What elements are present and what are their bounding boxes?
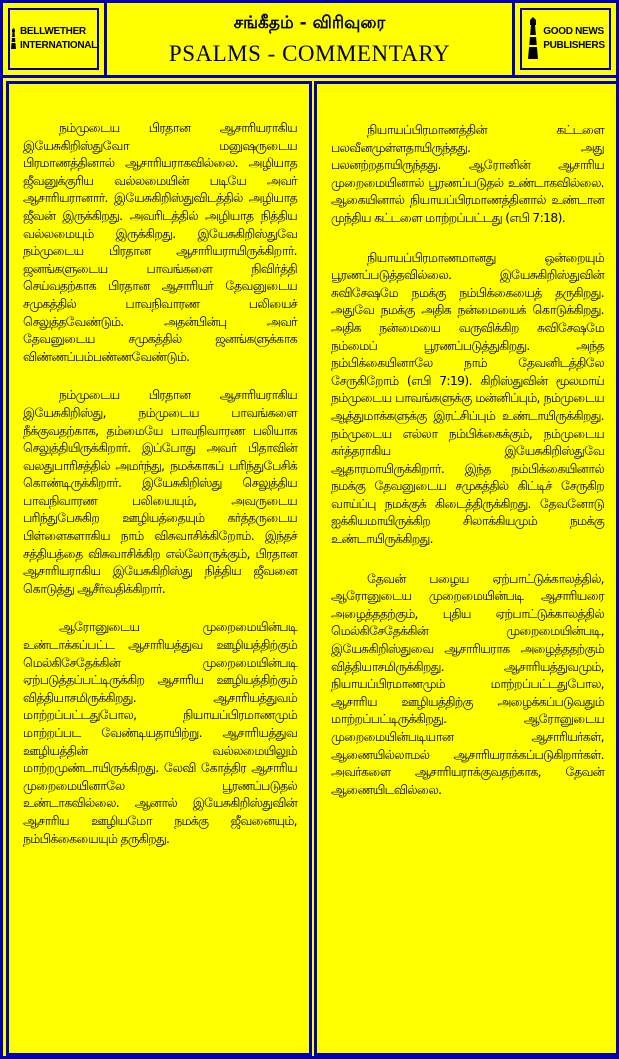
paragraph: நியாயப்பிரமாணமானது ஒன்றையும் பூரணப்படுத்தவில்லை. இயேசுகிறிஸ்துவின் சுவிசேஷமே நமக்கு நம்பிக்கையைத் தருகிறது. அதுவே நமக்கு அதிக நன்மையைக் கொடுக்கிறது. அதிக நன்மையை வருவிக்கிற சுவிசேஷமே நம்மைப் பூரணப்படுத்துகிறது. அந்த நம்பிக்கையினாலே நாம் தேவனிடத்திலே சேருகிறோம் (எபி 7:19). கிறிஸ்துவின் மூலமாய் நம்முடைய பாவங்களுக்கு மன்னிப்பும், நம்முடைய ஆத்துமாக்களுக்கு இரட்சிப்பும் உண்டாயிருக்கிறது. நம்முடைய எல்லா நம்பிக்கைக்கும், நம்முடைய கர்த்தராகிய இயேசுகிறிஸ்துவே ஆதாரமாயிருக்கிறார். இந்த நம்பிக்கையினால் நமக்கு தேவனுடைய சமுகத்தில் கிட்டிச் சேருகிற வாய்ப்பு நமக்குக் கிடைத்திருக்கிறது. தேவனோடு ஐக்கியமாயிருக்கிற சிலாக்கியமும் நமக்கு உண்டாயிருக்கிறது. bbox=[331, 250, 604, 547]
title-area bbox=[107, 3, 512, 75]
logo-frame bbox=[8, 8, 99, 70]
lighthouse-icon bbox=[526, 17, 540, 61]
logo-text bbox=[543, 25, 604, 53]
paragraph: நியாயப்பிரமாணத்தின் கட்டளை பலவீனமுள்ளதாயிருந்தது. அது பலனற்றதாயிருந்தது. ஆரோனின் ஆசாரிய முறைமையினால் பூரணப்படுதல் உண்டாகவில்லை. ஆகையினால் நியாயப்பிரமாணத்தினால் உண்டான முந்திய கட்டளை மாற்றப்பட்டது (எபி 7:18). bbox=[331, 123, 604, 225]
logo-line: INTERNATIONAL bbox=[19, 40, 97, 51]
logo-line: BELLWETHER bbox=[19, 26, 86, 37]
bellwether-logo bbox=[3, 3, 107, 75]
logo-line: GOOD NEWS bbox=[543, 26, 604, 37]
right-column bbox=[314, 81, 619, 1056]
paragraph: ஆரோனுடைய முறைமையின்படி உண்டாக்கப்பட்ட ஆசாரியத்துவ ஊழியத்திற்கும் மெல்கிசேதேக்கின் முறைமையின்படி ஏற்படுத்தப்பட்டிருக்கிற ஆசாரிய ஊழியத்திற்கும் வித்தியாசமிருக்கிறது. ஆசாரியத்துவம் மாற்றப்பட்டதுபோல, நியாயப்பிரமாணமும் மாற்றப்பட வேண்டியதாயிற்று. ஆசாரியத்துவ ஊழியத்தின் வல்லமையிலும் மாற்றமுண்டாயிருக்கிறது. லேவி கோத்திர ஆசாரிய முறைமையினாலே பூரணப்படுதல் உண்டாகவில்லை. ஆனால் இயேசுகிறிஸ்துவின் ஆசாரிய ஊழியமோ நமக்கு ஜீவனையும், நம்பிக்கையையும் தருகிறது. bbox=[23, 620, 297, 846]
lighthouse-icon bbox=[10, 17, 17, 61]
paragraph: தேவன் பழைய ஏற்பாட்டுக்காலத்தில், ஆரோனுடைய முறைமையின்படி ஆசாரியரை அழைத்ததற்கும், புதிய ஏற்பாட்டுக்காலத்தில் மெல்கிசேதேக்கின் முறைமையின்படி, இயேசுகிறிஸ்துவை ஆசாரியராக அழைத்ததற்கும் வித்தியாசமிருக்கிறது. ஆசாரியத்துவமும், நியாயப்பிரமாணமும் மாற்றப்பட்டதுபோல, ஆசாரிய ஊழியத்திற்கு அழைக்கப்படுவதும் மாற்றப்பட்டிருக்கிறது. ஆரோனுடைய முறைமையின்படியான ஆசாரியர்கள், ஆணையில்லாமல் ஆசாரியராக்கப்படுகிறார்கள். அவர்களை ஆசாரியராக்குவதற்காக, தேவன் ஆணையிடவில்லை. bbox=[331, 571, 604, 797]
header bbox=[3, 3, 616, 78]
title-tamil: சங்கீதம் - விரிவுரை bbox=[233, 13, 386, 33]
good-news-logo bbox=[512, 3, 616, 75]
logo-text bbox=[20, 25, 97, 53]
logo-frame bbox=[520, 8, 611, 70]
left-column bbox=[6, 81, 312, 1056]
paragraph: நம்முடைய பிரதான ஆசாரியராகிய இயேசுகிறிஸ்துவோ மனுஷருடைய பிரமாணத்தினால் ஆசாரியராகவில்லை. அழியாத ஜீவனுக்குரிய வல்லமையின் படியே அவர் ஆசாரியரானார். இயேசுகிறிஸ்துவிடத்தில் அழியாத ஜீவன் இருக்கிறது. அவரிடத்தில் அழியாத நித்திய வல்லமையும் இருக்கிறது. இயேசுகிறிஸ்துவே நம்முடைய பிரதான ஆசாரியராயிருக்கிறார். ஜனங்களுடைய பாவங்களை நிவிர்த்தி செய்வதற்காக பிரதான ஆசாரியர் தேவனுடைய சமுகத்தில் பாவநிவாரண பலியைச் செலுத்தவேண்டும். அதன்பின்பு அவர் தேவனுடைய சமுகத்தில் ஜனங்களுக்காக விண்ணப்பம்பண்ணவேண்டும். bbox=[23, 121, 297, 364]
logo-line: PUBLISHERS bbox=[543, 40, 605, 51]
title-english: PSALMS - COMMENTARY bbox=[168, 41, 451, 66]
paragraph: நம்முடைய பிரதான ஆசாரியராகிய இயேசுகிறிஸ்து, நம்முடைய பாவங்களை நீக்குவதற்காக, தம்மையே பாவநிவாரண பலியாக செலுத்தியிருக்கிறார். இப்போது அவர் பிதாவின் வலதுபாரிசத்தில் அமர்ந்து, நமக்காகப் பரிந்துபேசிக் கொண்டிருக்கிறார். இயேசுகிறிஸ்து செலுத்திய பாவநிவாரண பலியையும், அவருடைய பரிந்துபேசுகிற ஊழியத்தையும் கர்த்தருடைய பிள்ளைகளாகிய நாம் விசுவாசிக்கிறோம். இந்தச் சத்தியத்தை விசுவாசிக்கிற எல்லோருக்கும், பிரதான ஆசாரியராகிய இயேசுகிறிஸ்து நித்திய ஜீவனை கொடுத்து ஆசீர்வதிக்கிறார். bbox=[23, 388, 297, 596]
